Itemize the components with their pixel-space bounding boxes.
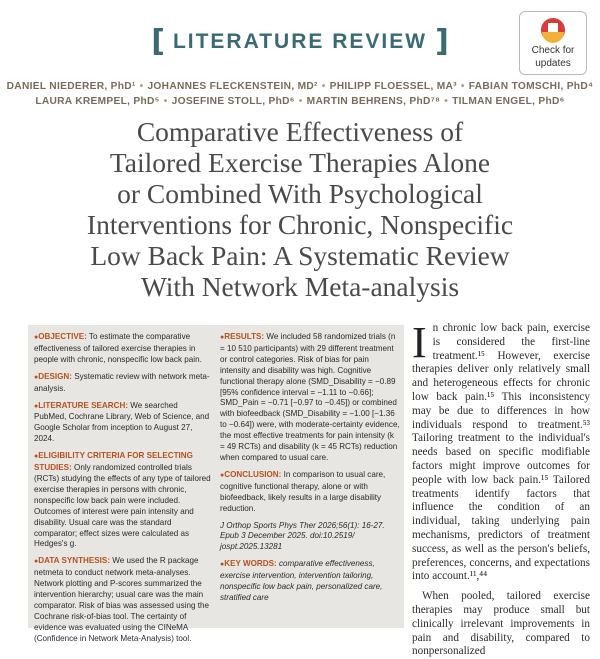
- author-separator: •: [321, 81, 326, 92]
- abstract-citation: J Orthop Sports Phys Ther 2026;56(1): 16-27. Epub 3 December 2025. doi:10.2519/ jospt.2025.13281: [220, 520, 385, 552]
- title-line: Low Back Pain: A Systematic Review: [90, 240, 510, 271]
- abstract-column-right: [220, 332, 400, 610]
- bullet-icon: ●: [34, 402, 39, 410]
- author-row-2: [0, 94, 600, 109]
- left-bracket: [: [151, 24, 165, 59]
- bullet-icon: ●: [220, 561, 225, 569]
- article-body: [412, 318, 590, 659]
- bullet-icon: ●: [34, 334, 39, 341]
- abstract-keywords: ●KEY WORDS: comparative effectiveness, exercise intervention, intervention tailoring, nonspecific low back pain, personalized care, stratified care: [220, 559, 383, 602]
- body-paragraph: When pooled, tailored exercise therapies may produce small but clinically irrelevant improvements in pain and disability, compared to nonpersonalized: [412, 590, 590, 658]
- author-separator: •: [163, 96, 168, 107]
- abstract-eligibility: ●ELIGIBILITY CRITERIA FOR SELECTING STUDIES: Only randomized controlled trials (RCTs) studying the effects of any type of tailored exercise therapies in persons with chronic, nonspecific low back pain were included. Outcomes of interest were pain intensity and disability. Usual care was the standard comparator; effect sizes were calculated as Hedges's g.: [34, 451, 211, 549]
- title-line: Tailored Exercise Therapies Alone: [109, 147, 491, 178]
- author: MARTIN BEHRENS, PhD⁷⁸: [306, 96, 441, 107]
- abstract-objective: ●OBJECTIVE: To estimate the comparative effectiveness of tailored exercise therapies in people with chronic, nonspecific low back pain.: [34, 332, 202, 364]
- author-list: [0, 79, 600, 109]
- title-line: With Network Meta-analysis: [140, 271, 460, 302]
- author: PHILIPP FLOESSEL, MA³: [329, 81, 457, 92]
- drop-cap: I: [412, 318, 427, 367]
- bullet-icon: ●: [34, 558, 39, 566]
- abstract-data-synthesis: ●DATA SYNTHESIS: We used the R package netmeta to conduct network meta-analyses. Network plotting and P-scores summarized the intervention hierarchy; usual care was the main comparator. Risk of bias was assessed using the Cochrane risk-of-bias tool. The certainty of evidence was evaluated using the CINeMA (Confidence in Network Meta-Analysis) tool.: [34, 556, 209, 643]
- bullet-icon: ●: [34, 453, 39, 461]
- title-line: Interventions for Chronic, Nonspecific: [86, 209, 514, 240]
- abstract-box: [28, 325, 404, 643]
- bullet-icon: ●: [220, 334, 225, 341]
- author-separator: •: [460, 81, 465, 92]
- section-title: LITERATURE REVIEW: [172, 30, 428, 53]
- title-line: Comparative Effectiveness of: [136, 116, 464, 147]
- author: DANIEL NIEDERER, PhD¹: [6, 81, 136, 92]
- author: JOSEFINE STOLL, PhD⁶: [171, 96, 295, 107]
- bullet-icon: ●: [34, 373, 39, 381]
- body-paragraph: In chronic low back pain, exercise is considered the first-line treatment.¹⁵ However, exercise therapies deliver only relatively small and heterogeneous effects for chronic low back pain.¹⁵ This inconsistency may be due to differences in how individuals respond to treatment.⁵³ Tailoring treatment to the individual's needs based on specific modifiable factors might improve outcomes for people with low back pain.¹⁵ Tailored treatments identify factors that influence the condition of an individual, taking underlying pain mechanisms, predictors of treatment success, as well as the person's beliefs, preferences, concerns, and expectations into account.¹¹,⁴⁴: [412, 318, 590, 583]
- author-row-1: [0, 79, 600, 94]
- author-separator: •: [139, 81, 144, 92]
- abstract-results: ●RESULTS: We included 58 randomized trials (n = 10 510 participants) with 29 different treatment or control categories. Risk of bias for pain intensity and disability was high. Cognitive functional therapy alone (SMD_Disability = −0.89 [95% confidence interval = −1.11 to −0.66]; SMD_Pain = −0.71 [−0.97 to −0.45]) or combined with biofeedback (SMD_Disability = −1.00 [−1.36 to −0.64]) were, with moderate-certainty evidence, the most effective treatments for pain intensity (k = 49 RCTs) and disability (k = 45 RCTs) reduction when compared to usual care.: [220, 332, 400, 462]
- badge-text-line2: updates: [535, 58, 571, 69]
- author: TILMAN ENGEL, PhD⁶: [452, 96, 565, 107]
- badge-text-line1: Check for: [531, 45, 575, 56]
- title-line: or Combined With Psychological: [117, 178, 483, 209]
- abstract-design: ●DESIGN: Systematic review with network meta-analysis.: [34, 371, 210, 393]
- author: LAURA KREMPEL, PhD⁵: [35, 96, 160, 107]
- author-separator: •: [298, 96, 303, 107]
- check-for-updates-badge[interactable]: [519, 11, 587, 75]
- abstract-conclusion: ●CONCLUSION: In comparison to usual care, cognitive functional therapy, alone or with biofeedback, likely results in a large disability reduction.: [220, 469, 386, 513]
- right-bracket: ]: [435, 24, 449, 59]
- check-for-updates-icon: [540, 17, 566, 43]
- author: FABIAN TOMSCHI, PhD⁴: [468, 81, 594, 92]
- abstract-literature-search: ●LITERATURE SEARCH: We searched PubMed, Cochrane Library, Web of Science, and Google Scholar from inception to August 27, 2024.: [34, 400, 210, 444]
- author-separator: •: [444, 96, 449, 107]
- bullet-icon: ●: [220, 471, 225, 479]
- section-header: [0, 24, 600, 59]
- author: JOHANNES FLECKENSTEIN, MD²: [147, 81, 318, 92]
- abstract-column-left: [34, 332, 211, 651]
- article-title: [20, 116, 580, 302]
